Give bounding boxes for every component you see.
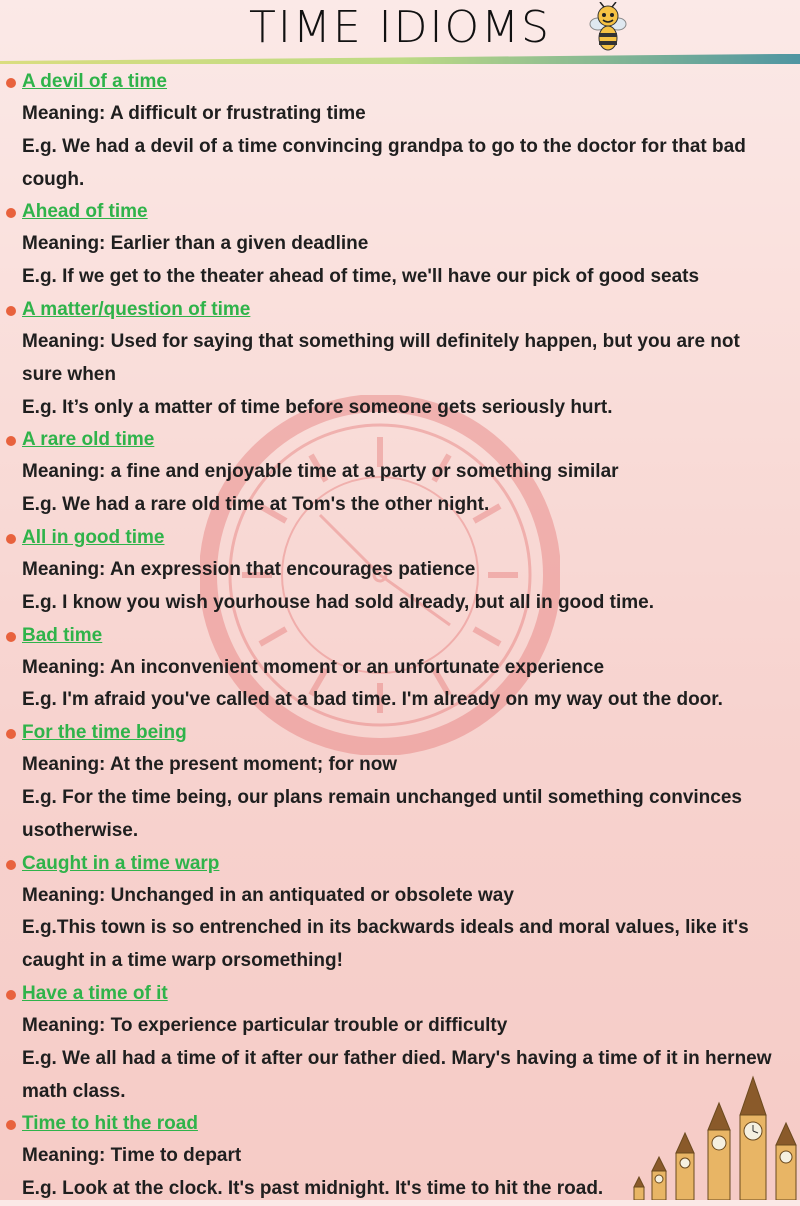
idiom-term: All in good time [22, 526, 165, 548]
title-underline-decoration [0, 54, 800, 64]
page-header [0, 0, 800, 66]
idiom-example: E.g. If we get to the theater ahead of time, we'll have our pick of good seats [22, 266, 700, 288]
idiom-example: E.g. We had a rare old time at Tom's the other night. [22, 494, 490, 516]
idiom-item [0, 424, 800, 522]
idiom-meaning: Meaning: A difficult or frustrating time [22, 103, 366, 124]
bullet-icon [6, 1120, 16, 1130]
bullet-icon [6, 990, 16, 1000]
idiom-meaning: Meaning: Used for saying that something will definitely happen, but you are not sure when [22, 330, 740, 385]
bullet-icon [6, 534, 16, 544]
idiom-term: Caught in a time warp [22, 852, 220, 874]
bullet-icon [6, 78, 16, 88]
idiom-example: E.g. For the time being, our plans remain unchanged until something convinces usotherwise. [22, 786, 742, 841]
idiom-meaning: Meaning: Unchanged in an antiquated or obsolete way [22, 884, 514, 906]
idiom-meaning: Meaning: a fine and enjoyable time at a party or something similar [22, 461, 619, 483]
bullet-icon [6, 208, 16, 218]
idiom-list [0, 66, 800, 1206]
page-title: TIME IDIOMS [249, 2, 551, 53]
bee-mascot-icon [588, 2, 628, 54]
idiom-meaning: Meaning: An expression that encourages patience [22, 558, 476, 580]
idiom-term: Time to hit the road [22, 1113, 198, 1135]
idiom-item [0, 848, 800, 978]
idiom-term: Ahead of time [22, 201, 148, 223]
clock-towers-illustration [630, 1075, 800, 1200]
idiom-meaning: Meaning: An inconvenient moment or an unfortunate experience [22, 656, 605, 678]
idiom-meaning: Meaning: To experience particular trouble or difficulty [22, 1014, 508, 1036]
idiom-item [0, 620, 800, 718]
idiom-term: A devil of a time [22, 71, 167, 92]
idiom-meaning: Meaning: Time to depart [22, 1145, 242, 1167]
bullet-icon [6, 729, 16, 739]
idiom-example: E.g. We had a devil of a time convincing grandpa to go to the doctor for that bad cough. [22, 135, 746, 190]
idiom-example: E.g. I'm afraid you've called at a bad time. I'm already on my way out the door. [22, 689, 723, 711]
idiom-term: For the time being [22, 722, 187, 744]
idiom-item [0, 196, 800, 294]
idiom-example: E.g. It’s only a matter of time before someone gets seriously hurt. [22, 396, 613, 418]
bullet-icon [6, 306, 16, 316]
idiom-term: Bad time [22, 624, 103, 646]
idiom-example: E.g. Look at the clock. It's past midnight. It's time to hit the road. [22, 1178, 604, 1200]
idiom-meaning: Meaning: At the present moment; for now [22, 754, 398, 776]
idiom-item [0, 522, 800, 620]
idiom-meaning: Meaning: Earlier than a given deadline [22, 233, 369, 255]
bullet-icon [6, 632, 16, 642]
idiom-term: A rare old time [22, 429, 155, 451]
idiom-item [0, 294, 800, 424]
idiom-item [0, 66, 800, 196]
idiom-example: E.g. We all had a time of it after our father died. Mary's having a time of it in hernew math class. [22, 1047, 772, 1102]
idiom-item [0, 717, 800, 847]
idiom-example: E.g. I know you wish yourhouse had sold already, but all in good time. [22, 591, 655, 613]
idiom-term: Have a time of it [22, 982, 168, 1004]
bullet-icon [6, 436, 16, 446]
bullet-icon [6, 860, 16, 870]
idiom-term: A matter/question of time [22, 298, 251, 320]
idiom-example: E.g.This town is so entrenched in its backwards ideals and moral values, like it's caught in a time warp orsomething! [22, 917, 749, 972]
